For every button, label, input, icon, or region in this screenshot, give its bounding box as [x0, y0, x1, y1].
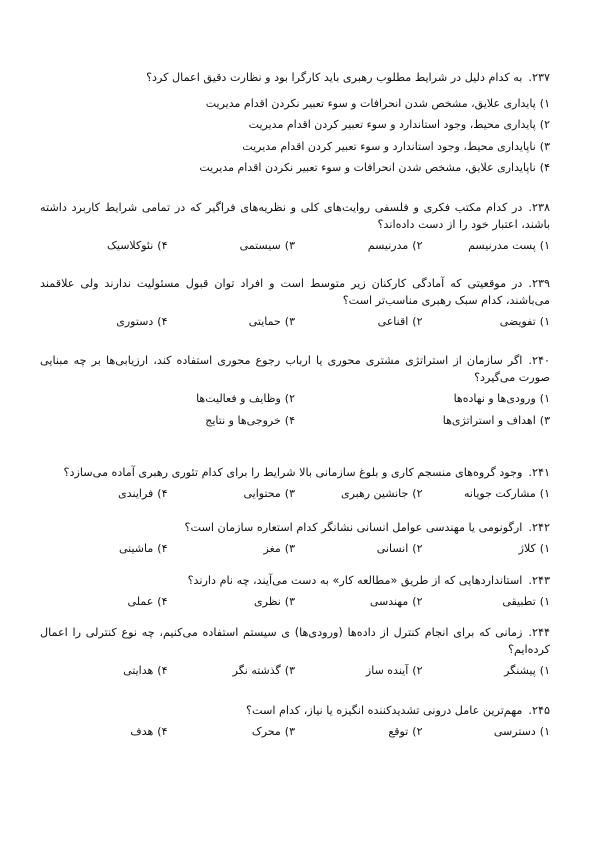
option-2[interactable]: ۲)جانشین رهبری: [340, 486, 423, 500]
question-number: ۲۳۹.: [528, 277, 550, 290]
option-1[interactable]: ۱)ورودی‌ها و نهاده‌ها: [453, 391, 550, 405]
option-3[interactable]: ۳)مغز: [263, 541, 295, 555]
question-238: [40, 200, 550, 254]
question-text: ۲۳۷.به کدام دلیل در شرایط مطلوب رهبری باید کارگرا بود و نظارت دقیق اعمال کرد؟: [40, 70, 550, 87]
option-4[interactable]: ۴)دستوری: [116, 314, 168, 328]
option-3[interactable]: ۳)محرک: [251, 724, 295, 738]
option-1[interactable]: ۱)پیشنگر: [504, 663, 550, 677]
question-number: ۲۴۳.: [528, 574, 550, 587]
question-text: ۲۴۱.وجود گروه‌های منسجم کاری و بلوغ سازمانی بالا شرایط را برای کدام تئوری رهبری آماده می‌سازد؟: [40, 465, 550, 482]
question-number: ۲۴۲.: [528, 521, 550, 534]
question-240: [40, 353, 550, 430]
option-1[interactable]: ۱)پایداری علایق، مشخص شدن انحرافات و سوء تعبیر نکردن اقدام مدیریت: [205, 96, 550, 110]
options-list: [40, 238, 550, 255]
option-1[interactable]: ۱)پست مدرنیسم: [468, 238, 550, 252]
question-number: ۲۴۰.: [528, 354, 550, 367]
option-2[interactable]: ۲)پایداری محیط، وجود استاندارد و سوء تعبیر کردن اقدام مدیریت: [248, 118, 550, 132]
options-list: [40, 724, 550, 741]
option-3[interactable]: ۳)ناپایداری محیط، وجود استاندارد و سوء تعبیر کردن اقدام مدیریت: [242, 139, 550, 153]
question-242: [40, 520, 550, 557]
question-number: ۲۴۱.: [528, 466, 550, 479]
option-2[interactable]: ۲)آینده ساز: [365, 663, 423, 677]
option-4[interactable]: ۴)نئوکلاسیک: [107, 238, 168, 252]
option-4[interactable]: ۴)هدف: [130, 724, 168, 738]
question-239: [40, 276, 550, 330]
option-1[interactable]: ۱)مشارکت جویانه: [464, 486, 550, 500]
question-number: ۲۴۵.: [528, 704, 550, 717]
question-text: ۲۴۵.مهم‌ترین عامل درونی تشدیدکننده انگیزه یا نیاز، کدام است؟: [40, 703, 550, 720]
option-4[interactable]: ۴)هدایتی: [123, 663, 168, 677]
option-4[interactable]: ۴)ماشینی: [119, 541, 168, 555]
options-list: [40, 594, 550, 611]
option-3[interactable]: ۳)اهداف و استراتژی‌ها: [442, 414, 550, 428]
option-2[interactable]: ۲)وظایف و فعالیت‌ها: [196, 391, 295, 405]
option-3[interactable]: ۳)گذشته نگر: [232, 663, 295, 677]
option-3[interactable]: ۳)نظری: [254, 594, 295, 608]
option-2[interactable]: ۲)توقع: [388, 724, 423, 738]
question-241: [40, 465, 550, 502]
question-text: ۲۳۹.در موقعیتی که آمادگی کارکنان زیر متوسط است و افراد توان قبول مسئولیت ندارند ولی علاقمند می‌باشند، کدام سبک رهبری مناسب‌تر است؟: [40, 277, 550, 307]
options-list: [40, 541, 550, 558]
option-3[interactable]: ۳)سیستمی: [239, 238, 295, 252]
option-2[interactable]: ۲)مهندسی: [369, 594, 423, 608]
option-2[interactable]: ۲)اقناعی: [377, 314, 423, 328]
question-text: ۲۳۸.در کدام مکتب فکری و فلسفی روایت‌های کلی و نظریه‌های فراگیر که در تمامی شرایط کاربرد داشته باشند، اعتبار خود را از دست داده‌اند؟: [40, 201, 550, 231]
options-list: [40, 486, 550, 503]
option-4[interactable]: ۴)ناپایداری علایق، مشخص شدن انحرافات و سوء تعبیر نکردن اقدام مدیریت: [199, 161, 550, 175]
option-1[interactable]: ۱)تطبیقی: [502, 594, 550, 608]
question-text: ۲۴۴.زمانی که برای انجام کنترل از داده‌ها (ورودی‌ها) ی سیستم استفاده می‌کنیم، چه نوع کنترلی را اعمال کرده‌ایم؟: [40, 626, 550, 656]
option-2[interactable]: ۲)مدرنیسم: [367, 238, 423, 252]
option-1[interactable]: ۱)دسترسی: [493, 724, 550, 738]
options-list: [40, 314, 550, 331]
question-text: ۲۴۳.استانداردهایی که از طریق «مطالعه کار» به دست می‌آیند، چه نام دارند؟: [40, 573, 550, 590]
question-number: ۲۴۴.: [528, 626, 550, 639]
option-4[interactable]: ۴)عملی: [127, 594, 168, 608]
question-text: ۲۴۰.اگر سازمان از استراتژی مشتری محوری یا ارباب رجوع محوری استفاده کند، ارزیابی‌ها بر چه مبنایی صورت می‌گیرد؟: [40, 354, 550, 384]
options-list: [40, 663, 550, 680]
question-number: ۲۳۷.: [528, 71, 550, 84]
option-1[interactable]: ۱)تفویضی: [499, 314, 550, 328]
question-number: ۲۳۸.: [528, 201, 550, 214]
options-list: [40, 91, 550, 177]
option-4[interactable]: ۴)فرایندی: [118, 486, 168, 500]
option-1[interactable]: ۱)کلاژ: [518, 541, 550, 555]
question-245: [40, 703, 550, 740]
option-2[interactable]: ۲)انسانی: [376, 541, 423, 555]
question-text: ۲۴۲.ارگونومی یا مهندسی عوامل انسانی نشانگر کدام استعاره سازمان است؟: [40, 520, 550, 537]
question-244: [40, 625, 550, 679]
option-3[interactable]: ۳)حمایتی: [248, 314, 295, 328]
question-243: [40, 573, 550, 610]
option-4[interactable]: ۴)خروجی‌ها و نتایج: [205, 414, 295, 428]
question-237: [40, 70, 550, 177]
option-3[interactable]: ۳)محتوایی: [243, 486, 295, 500]
options-list: [40, 391, 550, 430]
